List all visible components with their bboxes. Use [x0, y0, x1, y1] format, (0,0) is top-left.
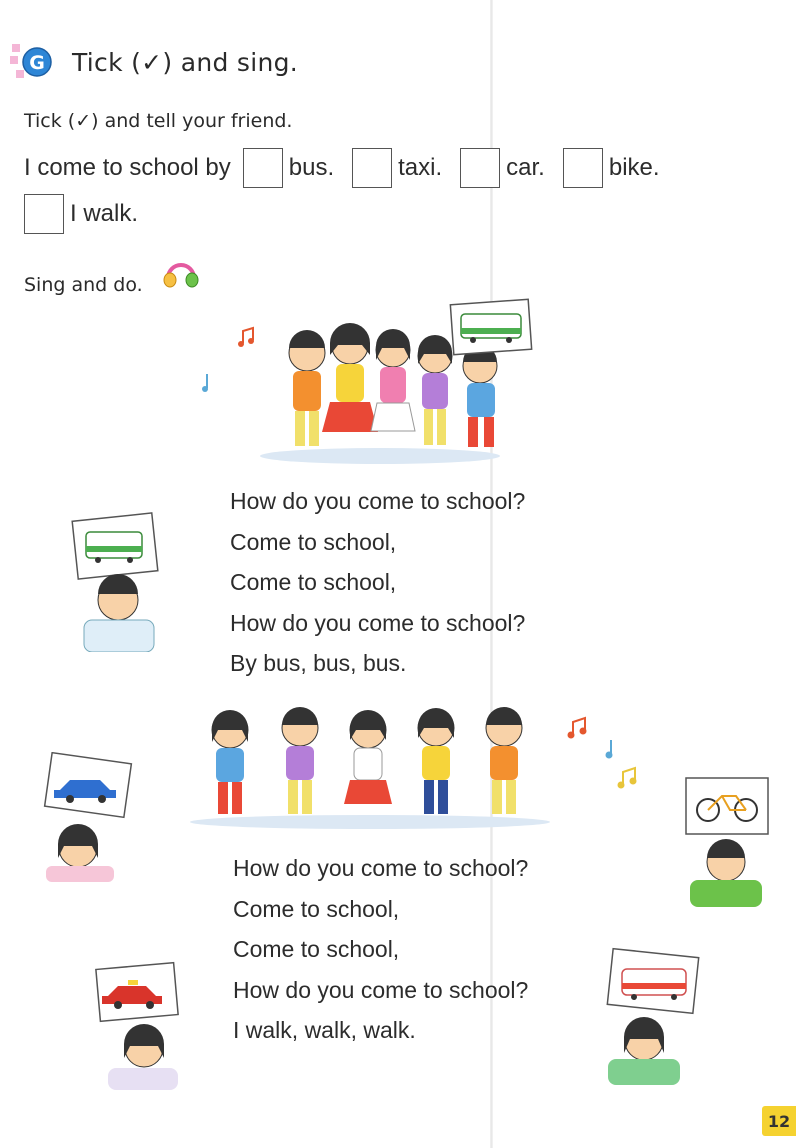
tick-box-taxi[interactable] — [352, 148, 392, 188]
boy-with-bike-card — [680, 772, 780, 907]
children-walking — [180, 700, 560, 835]
sing-instruction: Sing and do. — [24, 274, 143, 296]
bus-card — [450, 299, 531, 354]
children-with-bus-picture — [195, 298, 540, 468]
tick-sentence-row — [24, 148, 672, 188]
verse-2-line: Come to school, — [233, 895, 400, 922]
verse-2-line: I walk, walk, walk. — [233, 1017, 416, 1043]
verse-1-line: By bus, bus, bus. — [230, 650, 407, 676]
girl-with-car-card — [38, 752, 138, 882]
music-notes-icon — [565, 712, 645, 797]
option-taxi: taxi. — [398, 154, 443, 181]
tick-box-bus[interactable] — [243, 148, 283, 188]
verse-2 — [233, 848, 528, 1051]
verse-1-line: How do you come to school? — [230, 488, 526, 514]
verse-2-line: How do you come to school? — [233, 976, 529, 1003]
verse-1-line: Come to school, — [230, 569, 397, 595]
section-g-badge — [10, 40, 54, 84]
verse-2-line: Come to school, — [233, 936, 400, 962]
tick-box-bike[interactable] — [563, 148, 603, 188]
verse-2-line: How do you come to school? — [233, 855, 529, 881]
option-bus: bus. — [288, 154, 335, 181]
option-walk: I walk. — [70, 200, 139, 227]
section-title: Tick (✓) and sing. — [72, 48, 299, 77]
girl-with-bus-card — [600, 945, 710, 1085]
tick-box-car[interactable] — [460, 148, 500, 188]
tick-instruction: Tick (✓) and tell your friend. — [24, 110, 293, 132]
tick-box-walk[interactable] — [24, 194, 64, 234]
page-number: 12 — [762, 1106, 796, 1136]
option-bike: bike. — [608, 154, 660, 181]
headphones-icon — [160, 252, 202, 294]
tick-walk-row — [18, 194, 138, 234]
girl-with-taxi-card — [92, 960, 187, 1090]
section-letter: G — [29, 52, 45, 74]
verse-1-line: How do you come to school? — [230, 609, 526, 636]
sentence-start: I come to school by — [24, 154, 231, 181]
music-notes-icon — [202, 328, 254, 392]
boy-with-bus-card — [70, 512, 165, 652]
verse-1-line: Come to school, — [230, 528, 397, 555]
verse-1 — [230, 481, 525, 684]
option-car: car. — [506, 154, 545, 181]
